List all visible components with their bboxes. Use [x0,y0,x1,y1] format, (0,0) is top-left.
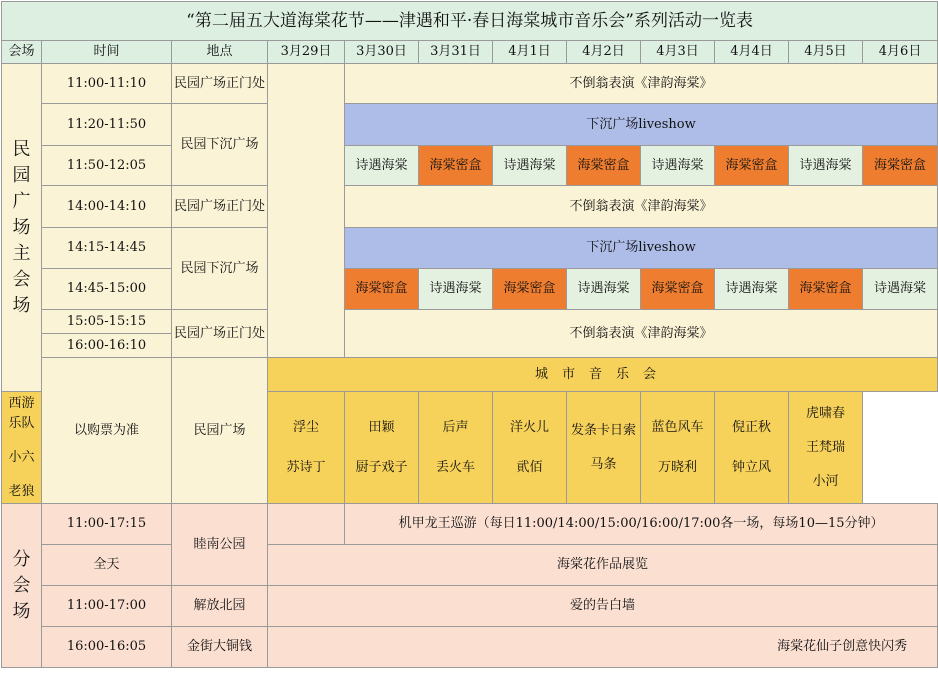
event-cell: 海棠花作品展览 [268,545,938,586]
event-cell: 下沉广场liveshow [345,228,938,269]
artist-name: 虎啸春 [805,405,845,421]
artist-name: 发条卡日索 [570,422,636,438]
artist-cell [493,392,567,504]
artist-name: 苏诗丁 [286,459,326,475]
header-date: 4月1日 [493,41,567,64]
header-row [2,41,938,64]
place-cell: 民园广场正门处 [172,186,268,228]
event-cell: 诗遇海棠 [863,269,938,310]
artist-name: 王梵瑞 [805,439,845,455]
header-date: 3月31日 [419,41,493,64]
artist-name: 貮佰 [516,459,543,475]
empty-cell [268,504,345,545]
artist-name: 蓝色风车 [651,419,704,435]
event-cell: 诗遇海棠 [567,269,641,310]
header-venue: 会场 [2,41,42,64]
event-cell: 不倒翁表演《津韵海棠》 [345,64,938,104]
artist-name: 万晓利 [657,459,697,475]
header-date: 4月4日 [715,41,789,64]
artist-name: 浮尘 [292,419,319,435]
sub-venue-label: 分会场 [2,504,42,668]
table-row [2,310,938,334]
event-cell: 诗遇海棠 [493,146,567,186]
artist-cell [2,392,42,504]
event-cell: 海棠密盒 [863,146,938,186]
artist-name: 老狼 [8,483,35,499]
time-cell: 16:00-16:10 [42,334,172,358]
artist-cell [419,392,493,504]
artist-name: 丢火车 [435,459,475,475]
event-cell: 海棠密盒 [641,269,715,310]
time-cell: 11:00-17:15 [42,504,172,545]
table-row [2,627,938,668]
time-cell: 14:45-15:00 [42,269,172,310]
artist-cell [268,392,345,504]
header-time: 时间 [42,41,172,64]
artist-cell [641,392,715,504]
artist-cell [789,392,863,504]
time-cell: 15:05-15:15 [42,310,172,334]
time-cell: 以购票为准 [42,358,172,504]
header-date: 4月3日 [641,41,715,64]
event-cell: 爱的告白墙 [268,586,938,627]
page-title: “第二届五大道海棠花节——津遇和平·春日海棠城市音乐会”系列活动一览表 [2,2,938,41]
event-cell: 诗遇海棠 [789,146,863,186]
artist-name: 西游乐队 [8,395,35,431]
artist-name: 钟立风 [731,459,771,475]
time-cell: 14:00-14:10 [42,186,172,228]
event-cell: 诗遇海棠 [345,146,419,186]
main-venue-label: 民园广场主会场 [2,64,42,392]
place-cell: 金街大铜钱 [172,627,268,668]
table-row [2,586,938,627]
table-row [2,228,938,269]
event-cell: 海棠密盒 [789,269,863,310]
time-cell: 11:50-12:05 [42,146,172,186]
schedule-table [1,1,938,668]
schedule-table-wrapper [1,1,937,678]
artist-name: 小河 [812,473,839,489]
event-cell: 诗遇海棠 [715,269,789,310]
artist-name: 倪正秋 [731,419,771,435]
event-cell: 海棠花仙子创意快闪秀 [268,627,938,668]
place-cell: 民园广场正门处 [172,310,268,358]
header-date: 3月29日 [268,41,345,64]
place-cell: 睦南公园 [172,504,268,586]
event-cell: 不倒翁表演《津韵海棠》 [345,310,938,358]
artist-cell [345,392,419,504]
time-cell: 16:00-16:05 [42,627,172,668]
artist-name: 厨子戏子 [355,459,408,475]
table-row [2,186,938,228]
event-cell: 海棠密盒 [567,146,641,186]
concert-header: 城市音乐会 [268,358,938,392]
artist-name: 洋火儿 [509,419,549,435]
header-date: 4月2日 [567,41,641,64]
time-cell: 11:20-11:50 [42,104,172,146]
header-date: 3月30日 [345,41,419,64]
artist-name: 马条 [590,456,617,472]
event-cell: 海棠密盒 [419,146,493,186]
table-row [2,269,938,310]
header-place: 地点 [172,41,268,64]
place-cell: 民园广场 [172,358,268,504]
place-cell: 民园广场正门处 [172,64,268,104]
time-cell: 全天 [42,545,172,586]
table-row [2,504,938,545]
artist-name: 后声 [442,419,469,435]
table-row [2,64,938,104]
event-cell: 海棠密盒 [493,269,567,310]
artist-cell [567,392,641,504]
event-cell: 诗遇海棠 [419,269,493,310]
place-cell: 解放北园 [172,586,268,627]
table-row [2,104,938,146]
place-cell: 民园下沉广场 [172,104,268,186]
artist-name: 小六 [8,449,35,465]
event-cell: 下沉广场liveshow [345,104,938,146]
time-cell: 14:15-14:45 [42,228,172,269]
event-cell: 海棠密盒 [715,146,789,186]
artist-name: 田颖 [368,419,395,435]
header-date: 4月6日 [863,41,938,64]
table-row [2,146,938,186]
place-cell: 民园下沉广场 [172,228,268,310]
table-row [2,358,938,392]
header-date: 4月5日 [789,41,863,64]
event-cell: 海棠密盒 [345,269,419,310]
empty-cell [268,64,345,358]
event-cell: 机甲龙王巡游（每日11:00/14:00/15:00/16:00/17:00各一场，每场10—15分钟） [345,504,938,545]
table-row [2,545,938,586]
time-cell: 11:00-17:00 [42,586,172,627]
time-cell: 11:00-11:10 [42,64,172,104]
event-cell: 不倒翁表演《津韵海棠》 [345,186,938,228]
event-cell: 诗遇海棠 [641,146,715,186]
artist-cell [715,392,789,504]
